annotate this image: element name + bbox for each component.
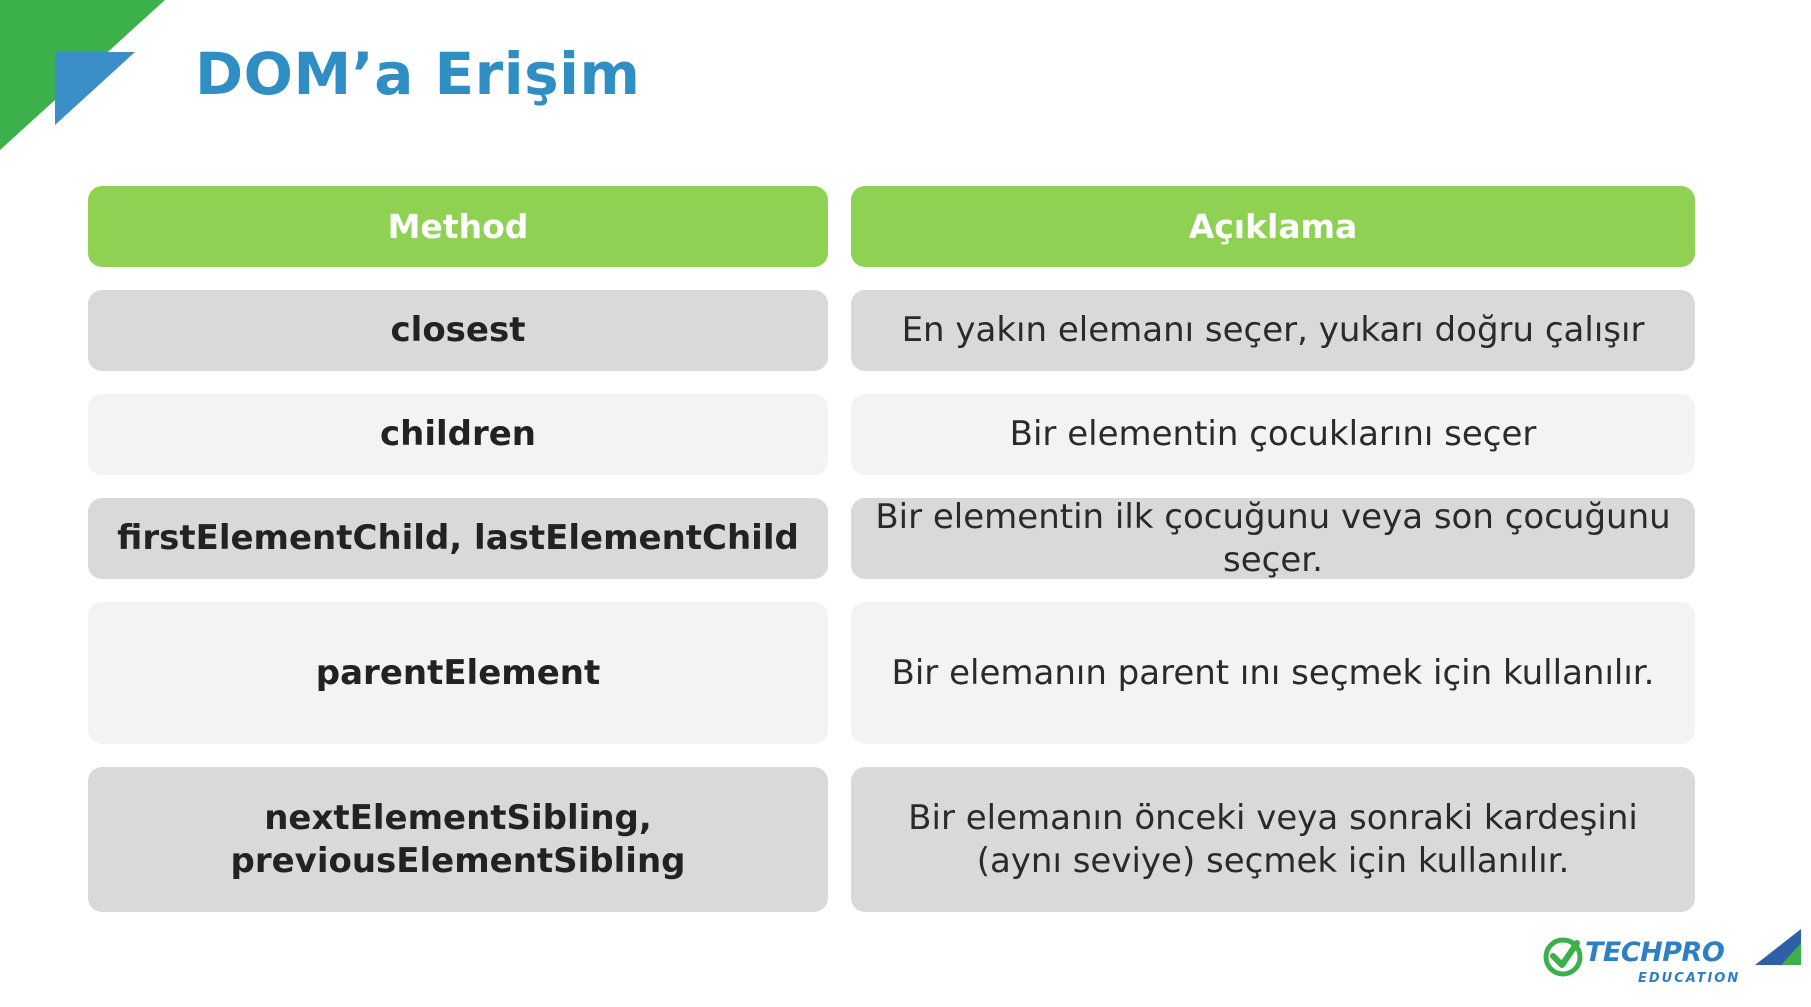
methods-table <box>88 186 1695 912</box>
slide-title: DOM’a Erişim <box>195 40 641 108</box>
header-description: Açıklama <box>851 186 1695 267</box>
techpro-logo <box>1543 929 1803 999</box>
method-cell-parent-element: parentElement <box>88 602 828 744</box>
logo-subtitle: EDUCATION <box>1638 971 1741 986</box>
corner-triangle-decoration <box>0 0 180 160</box>
method-cell-first-last-child: firstElementChild, lastElementChild <box>88 498 828 579</box>
header-method: Method <box>88 186 828 267</box>
method-cell-children: children <box>88 394 828 475</box>
logo-name: TECHPRO <box>1585 937 1725 968</box>
description-cell-parent-element: Bir elemanın parent ını seçmek için kullanılır. <box>851 602 1695 744</box>
description-cell-closest: En yakın elemanı seçer, yukarı doğru çalışır <box>851 290 1695 371</box>
description-cell-siblings: Bir elemanın önceki veya sonraki kardeşini (aynı seviye) seçmek için kullanılır. <box>851 767 1695 912</box>
checkmark-circle-icon <box>1546 940 1580 974</box>
method-cell-siblings: nextElementSibling, previousElementSibling <box>88 767 828 912</box>
description-cell-first-last-child: Bir elementin ilk çocuğunu veya son çocuğunu seçer. <box>851 498 1695 579</box>
method-cell-closest: closest <box>88 290 828 371</box>
description-cell-children: Bir elementin çocuklarını seçer <box>851 394 1695 475</box>
